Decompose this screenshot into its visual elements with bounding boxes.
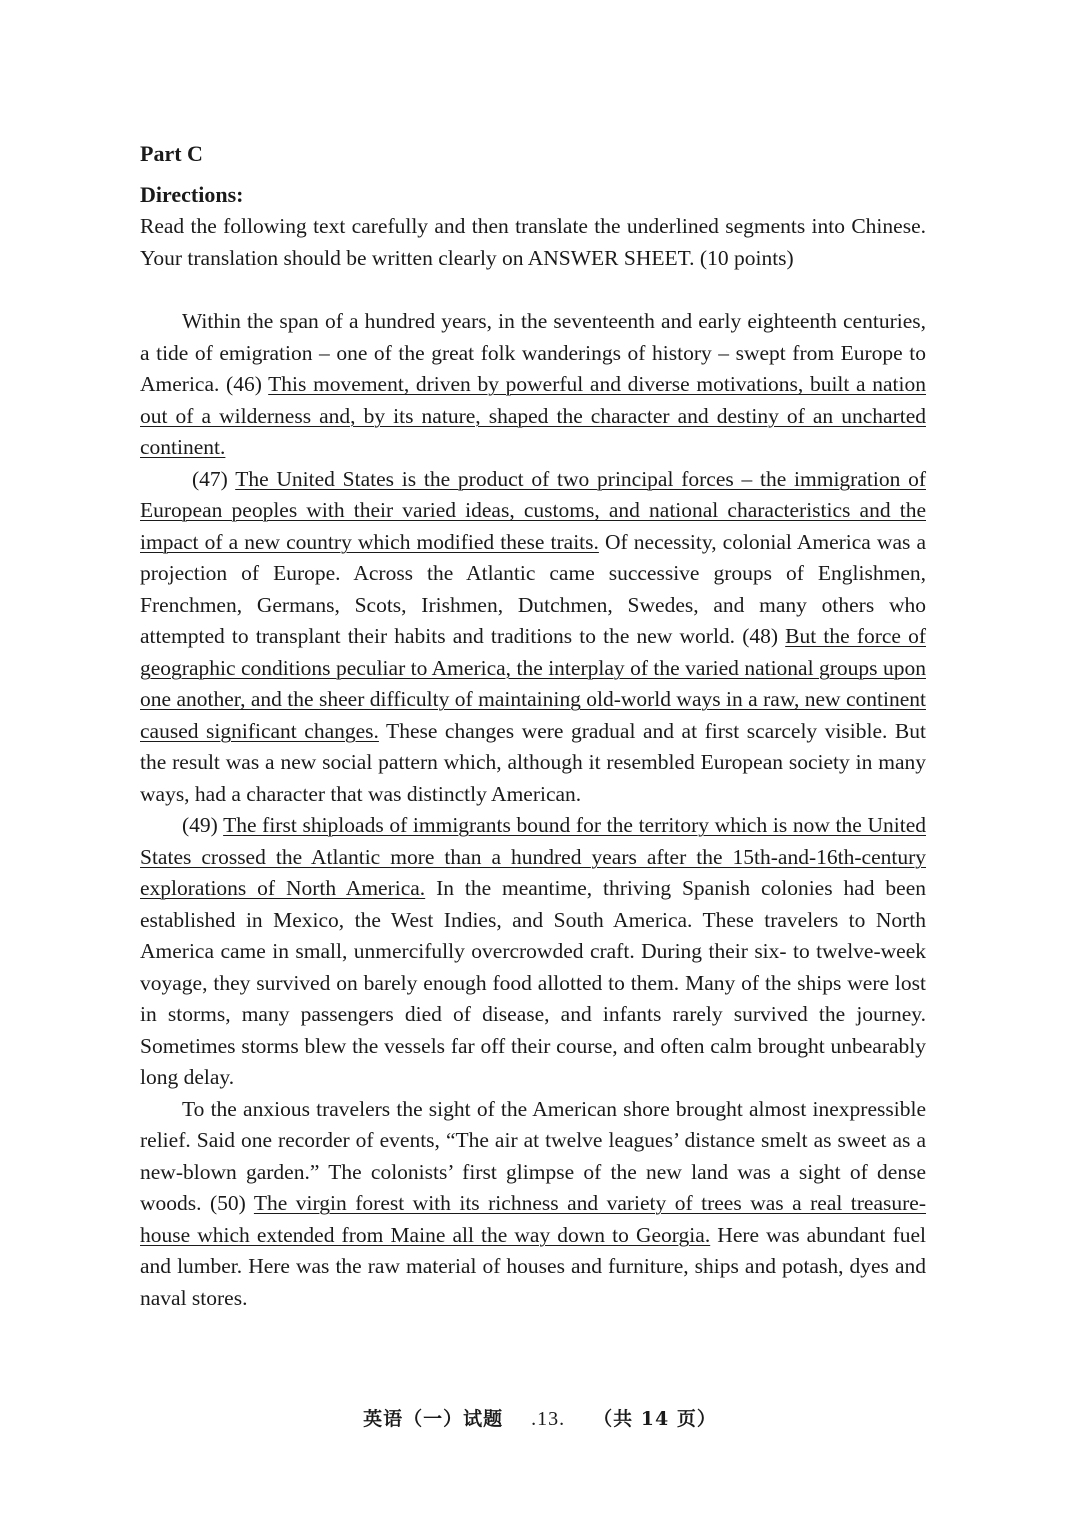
segment-number-47: (47) <box>192 466 236 491</box>
footer-subject: 英语（一）试题 <box>363 1408 504 1430</box>
underlined-segment-47: The United States is the product of two principal forces – the immigration of European peoples with their varied ideas, customs, and national characteristics and the impact of a new country which modified these traits. <box>140 466 926 554</box>
underlined-segment-49: The first shiploads of immigrants bound for the territory which is now the United States crossed the Atlantic more than a hundred years after the 15th-and-16th-century explorations of North America. <box>140 813 926 900</box>
footer-total-pages: （共 14 页） <box>593 1408 717 1430</box>
part-title: Part C <box>140 141 203 166</box>
paragraph-2-text-end: These changes were gradual and at first scarcely visible. But the result was a new social pattern which, although it resembled European society in many ways, had a character that was distinctly American. <box>140 718 926 806</box>
directions-label: Directions: <box>140 182 244 207</box>
paragraph-4-text: To the anxious travelers the sight of the American shore brought almost inexpressible relief. Said one recorder of events, “The air at twelve leagues’ distance smelt as sweet as a new-blown garden.” The colonists’ first glimpse of the new land was a sight of dense woods. (50) <box>140 1096 926 1215</box>
segment-number-49: (49) <box>182 813 224 837</box>
exam-page <box>140 138 926 1314</box>
paragraph-1 <box>140 306 926 464</box>
underlined-segment-50: The virgin forest with its richness and variety of trees was a real treasure-house which extended from Maine all the way down to Georgia. <box>140 1191 927 1247</box>
paragraph-3-text: In the meantime, thriving Spanish colonies had been established in Mexico, the West Indies, and South America. These travelers to North America came in small, unmercifully overcrowded craft. During their six- to twelve-week voyage, they survived on barely enough food allotted to them. Many of the ships were lost in storms, many passengers died of disease, and infants rarely survived the journey. Sometimes storms blew the vessels far off their course, and often calm brought unbearably long delay. <box>140 876 926 1089</box>
paragraph-2-text: Of necessity, colonial America was a projection of Europe. Across the Atlantic came successive groups of Englishmen, Frenchmen, Germans, Scots, Irishmen, Dutchmen, Swedes, and many others who attempted to transplant their habits and traditions to the new world. (48) <box>140 529 926 648</box>
passage <box>140 306 926 1314</box>
paragraph-1-text: Within the span of a hundred years, in the seventeenth and early eighteenth centuries, a tide of emigration – one of the great folk wanderings of history – swept from Europe to America. (46) <box>140 309 926 396</box>
underlined-segment-48: But the force of geographic conditions peculiar to America, the interplay of the varied national groups upon one another, and the sheer difficulty of maintaining old-world ways in a raw, new continent caused significant changes. <box>140 624 926 743</box>
paragraph-4 <box>140 1094 926 1315</box>
paragraph-2 <box>140 464 926 811</box>
paragraph-4-text-end: Here was abundant fuel and lumber. Here was the raw material of houses and furniture, ships and potash, dyes and naval stores. <box>140 1222 926 1310</box>
page-footer <box>0 1404 1080 1431</box>
directions-text: Read the following text carefully and then translate the underlined segments into Chinese. Your translation should be written clearly on ANSWER SHEET. (10 points) <box>140 214 926 270</box>
footer-page-number: .13. <box>531 1408 566 1430</box>
paragraph-3 <box>140 810 926 1094</box>
underlined-segment-46: This movement, driven by powerful and diverse motivations, built a nation out of a wilderness and, by its nature, shaped the character and destiny of an uncharted continent. <box>140 372 927 459</box>
